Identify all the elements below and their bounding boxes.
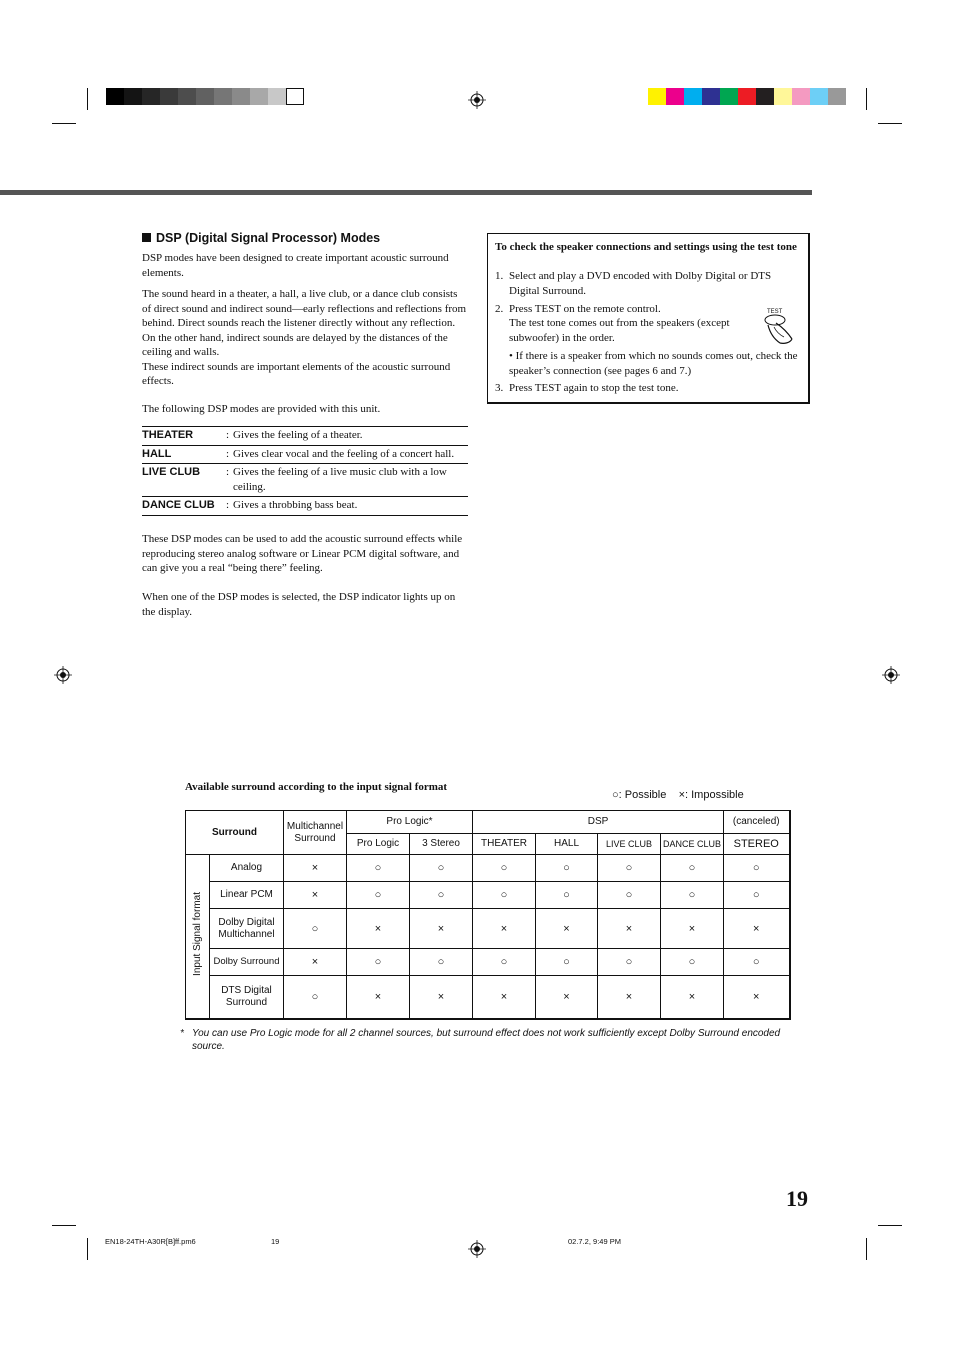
cell: × <box>724 976 790 1019</box>
step-number: 2. <box>495 303 504 315</box>
box-title: To check the speaker connections and settings using the test tone <box>495 241 797 253</box>
step-text: Press TEST on the remote control. <box>509 303 661 315</box>
trim-mark <box>52 1225 76 1226</box>
cell: × <box>661 976 724 1019</box>
sound-paragraph <box>142 287 468 389</box>
test-tone-box <box>487 233 810 404</box>
registration-mark-icon <box>468 91 486 109</box>
table-caption: Available surround according to the input signal format <box>185 781 448 793</box>
step-number: 3. <box>495 382 504 394</box>
color-swatch <box>124 88 142 105</box>
table-row <box>186 976 790 1019</box>
row-label: Dolby Surround <box>210 949 284 976</box>
header-live-club: LIVE CLUB <box>598 834 661 855</box>
color-swatch <box>196 88 214 105</box>
step-number: 1. <box>495 270 504 282</box>
cell: × <box>661 909 724 949</box>
color-swatch <box>286 88 304 105</box>
color-swatch <box>828 88 846 105</box>
color-swatch <box>810 88 828 105</box>
square-bullet-icon <box>142 233 151 242</box>
mode-description: Gives a throbbing bass beat. <box>233 497 468 516</box>
step-text: • If there is a speaker from which no sounds comes out, check the speaker’s connection (see pages 6 and 7.) <box>509 350 798 377</box>
paragraph: DSP modes have been designed to create important acoustic surround elements. <box>142 252 449 279</box>
cell: ○ <box>473 855 536 882</box>
row-label: Dolby Digital Multichannel <box>210 909 284 949</box>
test-button-label: TEST <box>767 309 783 315</box>
color-swatch <box>268 88 286 105</box>
cell: ○ <box>347 882 410 909</box>
color-swatch <box>250 88 268 105</box>
mode-row <box>142 497 468 516</box>
cell: × <box>598 976 661 1019</box>
cell: ○ <box>410 882 473 909</box>
header-dance-club: DANCE CLUB <box>661 834 724 855</box>
section-heading <box>142 231 380 245</box>
header-hall: HALL <box>536 834 598 855</box>
cell: ○ <box>473 949 536 976</box>
cell: ○ <box>724 855 790 882</box>
color-swatch <box>702 88 720 105</box>
trim-mark <box>87 1238 88 1260</box>
color-swatch <box>142 88 160 105</box>
mode-name: LIVE CLUB <box>142 464 226 497</box>
cell: ○ <box>473 882 536 909</box>
cell: × <box>284 882 347 909</box>
cell: ○ <box>410 855 473 882</box>
mode-description: Gives the feeling of a theater. <box>233 427 468 446</box>
cell: ○ <box>536 855 598 882</box>
step-text: Select and play a DVD encoded with Dolby Digital or DTS Digital Surround. <box>509 270 772 297</box>
cell: ○ <box>536 949 598 976</box>
cell: ○ <box>536 882 598 909</box>
trim-mark <box>52 123 76 124</box>
header-multichannel: Multichannel Surround <box>284 811 347 855</box>
color-swatch <box>106 88 124 105</box>
row-label: Analog <box>210 855 284 882</box>
intro-paragraph <box>142 251 468 280</box>
mode-row <box>142 427 468 446</box>
cell: ○ <box>661 882 724 909</box>
table-row <box>186 949 790 976</box>
mode-name: THEATER <box>142 427 226 446</box>
trim-mark <box>878 123 902 124</box>
color-swatch <box>756 88 774 105</box>
cell: × <box>473 909 536 949</box>
trim-mark <box>866 1238 867 1260</box>
color-swatch <box>774 88 792 105</box>
header-dsp-group: DSP <box>473 811 724 834</box>
colon: : <box>226 445 233 464</box>
cell: × <box>536 909 598 949</box>
legend-possible: ○: Possible <box>612 789 667 801</box>
surround-availability-table <box>185 810 791 1020</box>
cell: ○ <box>284 909 347 949</box>
cell: ○ <box>724 882 790 909</box>
color-swatch <box>738 88 756 105</box>
cell: ○ <box>724 949 790 976</box>
cell: ○ <box>598 949 661 976</box>
dsp-modes-table <box>142 426 468 516</box>
slug-file: EN18-24TH-A30R[B]ff.pm6 <box>105 1237 196 1246</box>
paragraph: The following DSP modes are provided with this unit. <box>142 403 381 415</box>
section-heading-text: DSP (Digital Signal Processor) Modes <box>156 231 381 245</box>
registration-mark-icon <box>54 666 72 684</box>
dsp-indicator-paragraph <box>142 590 468 619</box>
colon: : <box>226 427 233 446</box>
table-row <box>186 855 790 882</box>
color-swatch <box>720 88 738 105</box>
cell: ○ <box>410 949 473 976</box>
header-canceled: (canceled) <box>724 811 790 834</box>
colon: : <box>226 497 233 516</box>
mode-description: Gives clear vocal and the feeling of a concert hall. <box>233 445 468 464</box>
pressing-finger-icon <box>760 313 800 347</box>
cell: ○ <box>347 949 410 976</box>
color-swatch <box>684 88 702 105</box>
header-stereo: STEREO <box>724 834 790 855</box>
color-swatch <box>792 88 810 105</box>
paragraph: These indirect sounds are important elements of the acoustic surround effects. <box>142 360 451 387</box>
step-text: Press TEST again to stop the test tone. <box>509 382 679 394</box>
header-corner <box>186 811 284 855</box>
footnote-mark: * <box>180 1028 184 1039</box>
mode-description: Gives the feeling of a live music club with a low ceiling. <box>233 464 468 497</box>
cell: × <box>598 909 661 949</box>
cell: ○ <box>661 855 724 882</box>
cell: ○ <box>598 882 661 909</box>
color-swatch <box>160 88 178 105</box>
color-swatch <box>178 88 196 105</box>
row-label: DTS Digital Surround <box>210 976 284 1019</box>
paragraph: The sound heard in a theater, a hall, a live club, or a dance club consists of direct sound and indirect sound—early reflections and reflections from behind. Direct sounds reach the listener directly without any reflection. On the other hand, indirect sounds are delayed by the distances of the ceiling and walls. <box>142 288 467 358</box>
registration-mark-icon <box>468 1240 486 1258</box>
modes-intro-paragraph <box>142 402 468 417</box>
cell: × <box>410 909 473 949</box>
cell: ○ <box>284 976 347 1019</box>
paragraph: When one of the DSP modes is selected, the DSP indicator lights up on the display. <box>142 591 456 618</box>
cell: × <box>724 909 790 949</box>
header-pro-logic: Pro Logic <box>347 834 410 855</box>
table-row <box>186 909 790 949</box>
mode-row <box>142 464 468 497</box>
table-legend <box>612 789 744 801</box>
slug-page: 19 <box>271 1237 280 1246</box>
header-theater: THEATER <box>473 834 536 855</box>
footnote-text: You can use Pro Logic mode for all 2 channel sources, but surround effect does not work sufficiently except Dolby Surround encoded source. <box>192 1028 781 1052</box>
colon: : <box>226 464 233 497</box>
cell: × <box>284 949 347 976</box>
color-swatch <box>648 88 666 105</box>
mode-name: HALL <box>142 445 226 464</box>
color-swatch <box>666 88 684 105</box>
header-3-stereo: 3 Stereo <box>410 834 473 855</box>
paragraph: These DSP modes can be used to add the acoustic surround effects while reproducing stereo analog software or Linear PCM digital software, and can give you a real “being there” feeling. <box>142 533 463 574</box>
row-group-header <box>186 855 210 1019</box>
mode-row <box>142 445 468 464</box>
row-group-label: Input Signal format <box>191 892 203 977</box>
slug-date: 02.7.2, 9:49 PM <box>568 1237 621 1246</box>
trim-mark <box>866 88 867 110</box>
cell: × <box>347 909 410 949</box>
header-rule <box>0 190 812 195</box>
page-number: 19 <box>786 1186 808 1211</box>
table-row <box>186 882 790 909</box>
corner-label: Surround <box>212 826 257 838</box>
trim-mark <box>87 88 88 110</box>
cell: × <box>473 976 536 1019</box>
mode-name: DANCE CLUB <box>142 497 226 516</box>
cell: ○ <box>598 855 661 882</box>
step-text: The test tone comes out from the speakers (except subwoofer) in the order. <box>509 317 730 344</box>
cell: × <box>536 976 598 1019</box>
legend-impossible: ×: Impossible <box>678 789 744 801</box>
color-swatch <box>232 88 250 105</box>
trim-mark <box>878 1225 902 1226</box>
registration-mark-icon <box>882 666 900 684</box>
dsp-usage-paragraph <box>142 532 468 576</box>
cell: × <box>284 855 347 882</box>
cell: × <box>410 976 473 1019</box>
cell: ○ <box>661 949 724 976</box>
color-swatch <box>214 88 232 105</box>
header-prologic-group: Pro Logic* <box>347 811 473 834</box>
cell: ○ <box>347 855 410 882</box>
cell: × <box>347 976 410 1019</box>
row-label: Linear PCM <box>210 882 284 909</box>
